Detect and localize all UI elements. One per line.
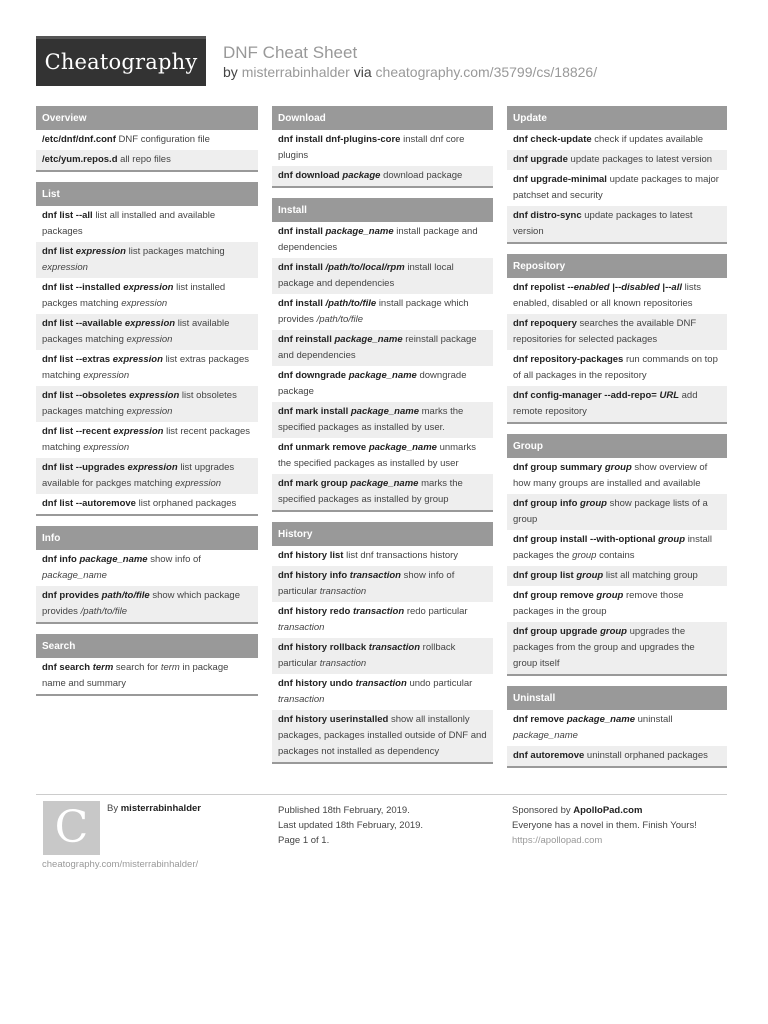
table-row [507, 710, 727, 746]
command: dnf autoremove [513, 750, 585, 761]
command-description: show which package provides /path/to/file [42, 590, 240, 617]
command-description: list all installed and available packages [42, 210, 216, 237]
command: dnf group list group [513, 570, 604, 581]
command: dnf distro-sync [513, 210, 582, 221]
section-repository [507, 254, 727, 424]
footer-by-label: By [107, 803, 119, 814]
command: dnf install /path/to/file [278, 298, 377, 309]
command: dnf install /path/to/local/rpm [278, 262, 405, 273]
table-row [36, 278, 258, 314]
command-description: install package which provides /path/to/file [278, 298, 469, 325]
table-row [507, 586, 727, 622]
command: dnf config-manager --add-repo= URL [513, 390, 679, 401]
section-header: Group [507, 434, 727, 458]
via-word: via [353, 64, 372, 80]
sheet-url-link[interactable]: cheatography.com/35799/cs/18826/ [375, 64, 598, 80]
section-rows [272, 546, 493, 764]
section-install [272, 198, 493, 512]
section-info [36, 526, 258, 624]
command: dnf unmark remove package_name [278, 442, 437, 453]
command-description: list orphaned packages [138, 498, 237, 509]
command-description: show overview of how many groups are installed and available [513, 462, 708, 489]
command-description: install local package and dependencies [278, 262, 454, 289]
section-search [36, 634, 258, 696]
table-row [507, 350, 727, 386]
command-description: show all installonly packages, packages installed outside of DNF and packages not installed as dependency [278, 714, 487, 757]
command-description: list recent packages matching expression [42, 426, 251, 453]
table-row [36, 422, 258, 458]
sponsored-label: Sponsored by [512, 805, 571, 816]
command: dnf list --extras expression [42, 354, 163, 365]
table-row [36, 206, 258, 242]
table-row [36, 658, 258, 694]
author-avatar[interactable]: C [43, 801, 100, 855]
table-row [507, 566, 727, 586]
table-row [507, 458, 727, 494]
section-header: Download [272, 106, 493, 130]
table-row [272, 402, 493, 438]
command-description: list upgrades available for packges matching expression [42, 462, 235, 489]
footer-author [107, 803, 201, 814]
command-description: list packages matching expression [42, 246, 225, 273]
command-description: list obsoletes packages matching expression [42, 390, 237, 417]
table-row [507, 622, 727, 674]
command-description: reinstall package and dependencies [278, 334, 477, 361]
table-row [507, 314, 727, 350]
table-row [507, 206, 727, 242]
command-description: install packages the group contains [513, 534, 712, 561]
command: dnf list --obsoletes expression [42, 390, 180, 401]
section-header: Repository [507, 254, 727, 278]
command-description: list installed packges matching expression [42, 282, 226, 309]
table-row [272, 710, 493, 762]
table-row [36, 350, 258, 386]
command: dnf list --installed expression [42, 282, 174, 293]
section-rows [272, 222, 493, 512]
section-header: Overview [36, 106, 258, 130]
column-1 [36, 106, 258, 706]
command: dnf repository-packages [513, 354, 624, 365]
command-description: install dnf core plugins [278, 134, 465, 161]
logo-text: Cheatography [44, 50, 198, 74]
command-description: uninstall orphaned packages [586, 750, 708, 761]
table-row [272, 330, 493, 366]
section-header: Search [36, 634, 258, 658]
section-rows [36, 206, 258, 516]
section-overview [36, 106, 258, 172]
command: dnf downgrade package_name [278, 370, 417, 381]
section-rows [36, 658, 258, 696]
table-row [36, 586, 258, 622]
table-row [36, 494, 258, 514]
table-row [36, 550, 258, 586]
section-rows [36, 550, 258, 624]
command-description: list available packages matching expression [42, 318, 230, 345]
section-update [507, 106, 727, 244]
section-uninstall [507, 686, 727, 768]
command-description: list all matching group [605, 570, 698, 581]
section-rows [507, 710, 727, 768]
table-row [507, 530, 727, 566]
command: dnf history rollback transaction [278, 642, 421, 653]
by-word: by [223, 64, 238, 80]
command: dnf history list [278, 550, 344, 561]
table-row [272, 602, 493, 638]
command: dnf list expression [42, 246, 126, 257]
command-description: check if updates available [594, 134, 704, 145]
section-rows [507, 278, 727, 424]
sponsor-url[interactable]: https://apollopad.com [512, 835, 603, 846]
published-date: Published 18th February, 2019. [278, 805, 410, 816]
section-header: History [272, 522, 493, 546]
command: dnf download package [278, 170, 381, 181]
column-3 [507, 106, 727, 778]
command: /etc/yum.repos.d [42, 154, 118, 165]
footer-sponsor [512, 803, 697, 848]
table-row [272, 474, 493, 510]
command: dnf mark group package_name [278, 478, 419, 489]
table-row [272, 258, 493, 294]
table-row [507, 130, 727, 150]
command-description: update packages to major patchset and security [513, 174, 719, 201]
command-description: upgrades the packages from the group and upgrades the group itself [513, 626, 695, 669]
column-2 [272, 106, 493, 774]
footer-author-url[interactable]: cheatography.com/misterrabinhalder/ [42, 859, 199, 870]
table-row [36, 242, 258, 278]
command-description: marks the specified packages as installed by group [278, 478, 463, 505]
table-row [272, 294, 493, 330]
command-description: lists enabled, disabled or all known repositories [513, 282, 701, 309]
section-header: Uninstall [507, 686, 727, 710]
section-rows [36, 130, 258, 172]
command: dnf group summary group [513, 462, 632, 473]
command: dnf install package_name [278, 226, 394, 237]
command: dnf group upgrade group [513, 626, 627, 637]
section-history [272, 522, 493, 764]
command-description: undo particular transaction [278, 678, 473, 705]
command: dnf check-update [513, 134, 592, 145]
command-description: search for term in package name and summary [42, 662, 229, 689]
table-row [36, 314, 258, 350]
command-description: unmarks the specified packages as installed by user [278, 442, 477, 469]
table-row [272, 546, 493, 566]
table-row [36, 130, 258, 150]
table-row [507, 746, 727, 766]
command: dnf repolist --enabled |--disabled |--all [513, 282, 682, 293]
command-description: show info of particular transaction [278, 570, 455, 597]
command: dnf info package_name [42, 554, 148, 565]
command: dnf remove package_name [513, 714, 635, 725]
command: dnf history redo transaction [278, 606, 405, 617]
table-row [507, 150, 727, 170]
section-rows [272, 130, 493, 188]
command: dnf group info group [513, 498, 607, 509]
command: dnf group remove group [513, 590, 624, 601]
command-description: searches the available DNF repositories for selected packages [513, 318, 697, 345]
command-description: update packages to latest version [570, 154, 713, 165]
section-download [272, 106, 493, 188]
command: dnf history userinstalled [278, 714, 389, 725]
command: dnf mark install package_name [278, 406, 419, 417]
page-subtitle [223, 64, 597, 80]
section-header: Update [507, 106, 727, 130]
command-description: downgrade package [278, 370, 467, 397]
table-row [507, 386, 727, 422]
sponsor-name[interactable]: ApolloPad.com [573, 805, 643, 816]
table-row [272, 638, 493, 674]
table-row [36, 386, 258, 422]
table-row [507, 278, 727, 314]
updated-date: Last updated 18th February, 2019. [278, 820, 424, 831]
command: dnf upgrade [513, 154, 568, 165]
footer-dates [278, 803, 423, 848]
command-description: uninstall package_name [513, 714, 673, 741]
command-description: run commands on top of all packages in the repository [513, 354, 718, 381]
command: dnf group install --with-optional group [513, 534, 686, 545]
command: dnf provides path/to/file [42, 590, 150, 601]
command: dnf list --available expression [42, 318, 176, 329]
command-description: all repo files [120, 154, 171, 165]
command: dnf list --autoremove [42, 498, 136, 509]
table-row [507, 494, 727, 530]
table-row [272, 130, 493, 166]
section-rows [507, 130, 727, 244]
section-group [507, 434, 727, 676]
cheatography-logo[interactable] [36, 36, 206, 86]
sponsor-tagline: Everyone has a novel in them. Finish Yours! [512, 820, 697, 831]
table-row [272, 566, 493, 602]
table-row [272, 222, 493, 258]
command-description: DNF configuration file [118, 134, 210, 145]
command-description: rollback particular transaction [278, 642, 456, 669]
command-description: add remote repository [513, 390, 698, 417]
command: dnf history info transaction [278, 570, 401, 581]
table-row [272, 366, 493, 402]
command: dnf list --all [42, 210, 93, 221]
page-number: Page 1 of 1. [278, 835, 330, 846]
section-list [36, 182, 258, 516]
command: dnf list --upgrades expression [42, 462, 178, 473]
command-description: list dnf transactions history [346, 550, 459, 561]
command: dnf install dnf-plugins-core [278, 134, 401, 145]
table-row [272, 674, 493, 710]
footer-author-name[interactable]: misterrabinhalder [120, 803, 201, 814]
command: dnf repoquery [513, 318, 577, 329]
section-header: List [36, 182, 258, 206]
footer [36, 794, 727, 874]
table-row [507, 170, 727, 206]
command-description: show package lists of a group [513, 498, 708, 525]
section-header: Info [36, 526, 258, 550]
table-row [272, 438, 493, 474]
command: dnf upgrade-minimal [513, 174, 607, 185]
table-row [36, 458, 258, 494]
command: dnf search term [42, 662, 114, 673]
command: /etc/dnf/dnf.conf [42, 134, 116, 145]
table-row [272, 166, 493, 186]
command-description: redo particular transaction [278, 606, 468, 633]
command-description: update packages to latest version [513, 210, 693, 237]
command: dnf history undo transaction [278, 678, 407, 689]
command-description: remove those packages in the group [513, 590, 684, 617]
page-title: DNF Cheat Sheet [223, 43, 358, 62]
section-header: Install [272, 198, 493, 222]
command: dnf list --recent expression [42, 426, 164, 437]
author-link[interactable]: misterrabinhalder [241, 64, 350, 80]
section-rows [507, 458, 727, 676]
command-description: show info of package_name [42, 554, 201, 581]
command-description: download package [383, 170, 463, 181]
command-description: install package and dependencies [278, 226, 478, 253]
command: dnf reinstall package_name [278, 334, 403, 345]
table-row [36, 150, 258, 170]
command-description: marks the specified packages as installed by user. [278, 406, 464, 433]
command-description: list extras packages matching expression [42, 354, 249, 381]
